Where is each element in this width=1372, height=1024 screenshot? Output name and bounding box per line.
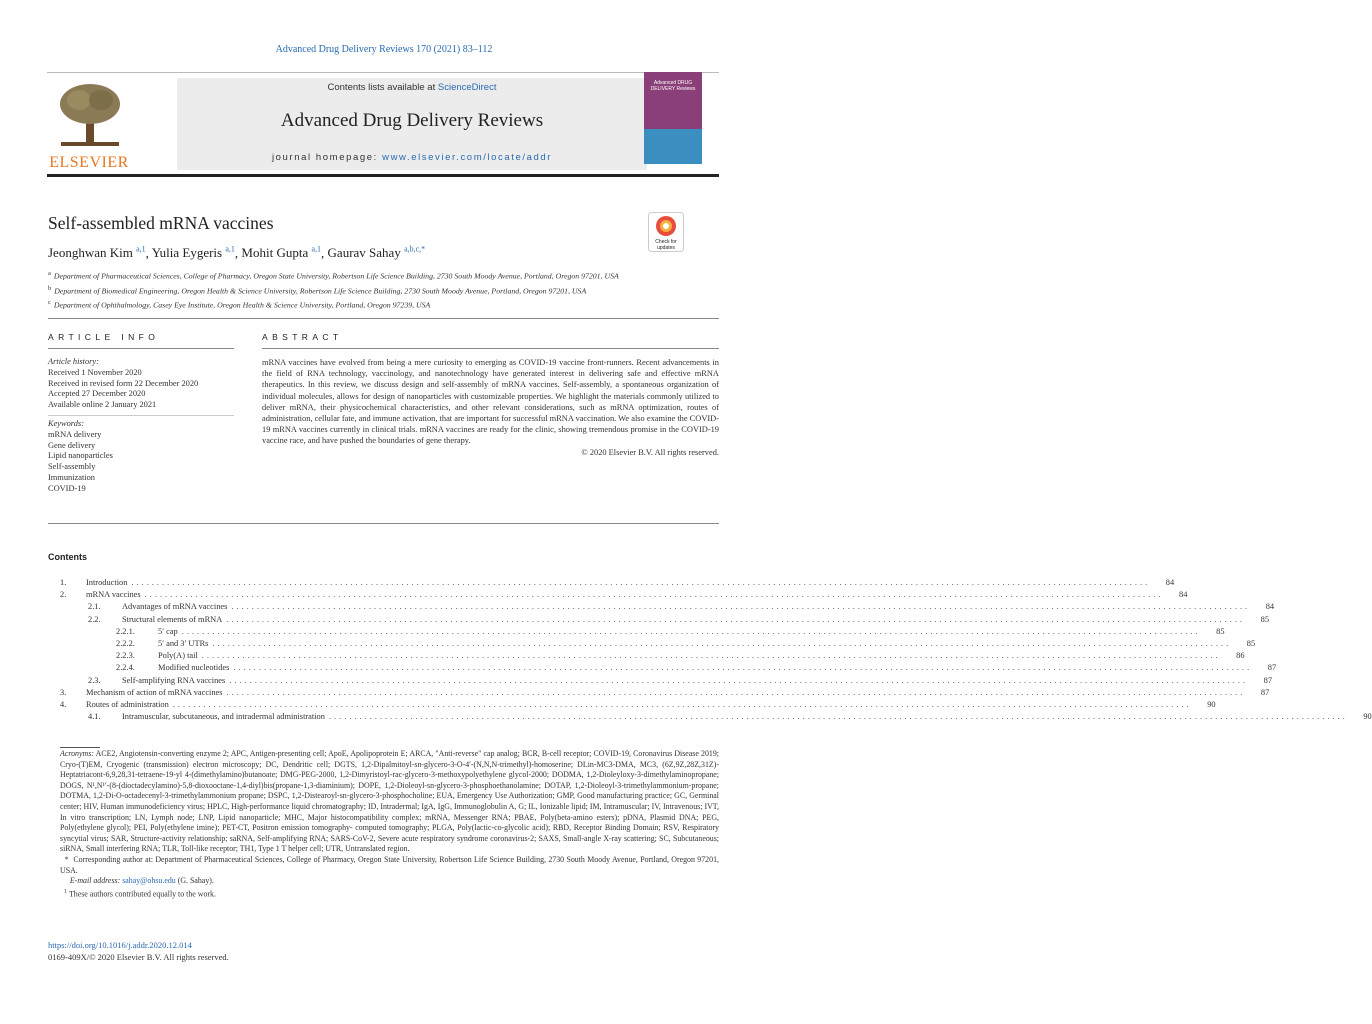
info-rule (48, 348, 234, 349)
toc-number: 2.2.3. (116, 651, 135, 661)
sciencedirect-link[interactable]: ScienceDirect (437, 82, 497, 93)
banner-center (177, 78, 647, 170)
email-link[interactable]: sahay@ohsu.edu (122, 876, 176, 886)
toc-leader-dots: ........................................................................................................................................................................................................ (172, 699, 1192, 709)
toc-entry[interactable] (60, 602, 1275, 614)
toc-label: mRNA vaccines (86, 590, 141, 600)
keyword[interactable]: mRNA delivery (48, 429, 102, 439)
toc-entry[interactable] (60, 638, 1256, 651)
author-affil-sup[interactable]: a,1 (225, 245, 235, 254)
affiliations (48, 268, 728, 312)
equal-text: These authors contributed equally to the work. (68, 889, 216, 899)
banner-top-rule (47, 72, 719, 73)
toc-page-number: 87 (1263, 675, 1273, 685)
homepage-link[interactable]: www.elsevier.com/locate/addr (382, 152, 553, 163)
author[interactable] (241, 245, 321, 260)
email-name: (G. Sahay). (177, 876, 214, 886)
toc-leader-dots: ........................................................................................................................................................................................................ (144, 590, 1164, 600)
doi-link[interactable]: https://doi.org/10.1016/j.addr.2020.12.014 (48, 940, 192, 950)
toc-page-number: 85 (1260, 614, 1269, 624)
toc-number: 2.2. (88, 614, 101, 624)
toc-entry[interactable] (60, 663, 1277, 675)
crossmark-label: Check for updates (655, 239, 677, 251)
contents-heading: Contents (48, 552, 87, 562)
toc-number: 2.1. (88, 602, 101, 612)
toc-entry[interactable] (60, 712, 1372, 724)
toc-label: 5′ and 3′ UTRs (158, 638, 209, 648)
toc-leader-dots: ........................................................................................................................................................................................................ (328, 712, 1348, 722)
toc-page-number: 85 (1216, 626, 1225, 636)
toc-leader-dots: ........................................................................................................................................................................................................ (201, 651, 1221, 661)
toc-label: Mechanism of action of mRNA vaccines (86, 687, 223, 697)
toc-label: Modified nucleotides (158, 663, 230, 673)
author-name: Mohit Gupta (241, 245, 309, 261)
abstract-text: mRNA vaccines have evolved from being a mere curiosity to emerging as COVID-19 vaccine front-runners. Recent advancements in the field of RNA technology, vaccinology, and nanotechnology have generated interest in delivering safe and effective mRNA therapeutics. In this review, we discuss design and self-assembly of mRNA vaccines. Self-assembly, a spontaneous organization of individual molecules, allows for design of nanoparticles with customizable properties. We highlight the materials commonly utilized to deliver mRNA, their physicochemical characteristics, and other relevant considerations, such as mRNA optimization, routes of administration, cellular fate, and immune activation, that are important for successful mRNA vaccination. We also examine the COVID-19 mRNA vaccines currently in clinical trials. mRNA vaccines are ready for the clinic, showing tremendous promise in the COVID-19 vaccine race, and have pushed the boundaries of gene therapy. (262, 358, 719, 446)
toc-number: 4.1. (88, 712, 101, 722)
article-title: Self-assembled mRNA vaccines (48, 213, 274, 233)
acronyms-text: ACE2, Angiotensin-converting enzyme 2; APC, Antigen-presenting cell; ApoE, Apolipoprotein E; ARCA, "Anti-reverse" cap analog; BCR, B-cell receptor; COVID-19, Coronavirus Disease 2019; Cryo-(T)EM, Cryogenic (transmission) electron microscopy; DC, Dendritic cell; DGTS, 1,2-Dipalmitoyl-sn-glycero-3-O-4′-(N,N,N-trimethyl)-homoserine; DLin-MC3-DMA, MC3, (6Z,9Z,28Z,31Z)-Heptatriacont-6,9,28,31-tetraene-19-yl 4-(dimethylamino)butanoate; DMG-PEG-2000, 1,2-Dimyristoyl-rac-glycero-3-methoxypolyethylene glycol-2000; DODMA, 1,2-Dioleyloxy-3-dimethylaminopropane; DOGS, N¹,N¹′-(8-(dioctadecylamino)-5,8-dioxooctane-1,4-diyl)bis(propane-1,3-diaminium); DOPE, 1,2-Dioleoyl-sn-glycero-3-phosphoethanolamine; DOTAP, 1,2-Dioleoyl-3-trimethylammonium-propane; DOTMA, 1,2-Di-O-octadecenyl-3-trimethylammonium propane; DSPC, 1,2-Distearoyl-sn-glycero-3-phosphocholine; EUA, Emergency Use Authorization; GMP, Good manufacturing practice; GC, Germinal center; HIV, Human immunodeficiency virus; HPLC, High-performance liquid chromatography; ID, Intradermal; IgA, IgG, Immunoglobulin A, G; IL, Ionizable lipid; IM, Intramuscular; IV, Intravenous; IVT, In vitro transcription; LN, Lymph node; LNP, Lipid nanoparticle; MHC, Major histocompatibility complex; mRNA, Messenger RNA; PBAE, Poly(beta-amino esters); pDNA, Plasmid DNA; PEG, Poly(ethylene glycol); PEI, Poly(ethylene imine); PET-CT, Positron emission tomography- computed tomography; PLGA, Poly(lactic-co-glycolic acid); RBD, Receptor Binding Domain; RSV, Respiratory syncytial virus; SAR, Structure-activity relationship; saRNA, Self-amplifying RNA; SARS-CoV-2, Severe acute respiratory syndrome coronavirus-2; SAXS, Small-angle X-ray scattering; SC, Subcutaneous; siRNA, Small interfering RNA; TLR, Toll-like receptor; TH1, Type 1 T helper cell; UTR, Untranslated region. (60, 749, 719, 854)
history-entry: Available online 2 January 2021 (48, 400, 157, 410)
toc-leader-dots: ........................................................................................................................................................................................................ (226, 687, 1246, 697)
affiliation-text: Department of Biomedical Engineering, Oregon Health & Science University, Robertson Life Science Building, 2730 South Moody Avenue, Portland, Oregon 97201, USA (54, 286, 587, 296)
history-entry: Received in revised form 22 December 2020 (48, 378, 199, 388)
affiliation-sup: a (48, 270, 51, 277)
journal-title: Advanced Drug Delivery Reviews (280, 110, 544, 131)
keyword-list (48, 430, 228, 495)
affiliation (48, 297, 728, 312)
toc-entry[interactable] (60, 626, 1225, 639)
abstract-body (262, 357, 719, 458)
toc-page-number: 90 (1363, 712, 1372, 722)
author-affil-sup[interactable]: a,1 (136, 245, 146, 254)
history-entry: Received 1 November 2020 (48, 367, 142, 377)
toc-page-number: 87 (1260, 687, 1270, 697)
toc-number: 4. (60, 699, 67, 709)
toc-number: 2.2.4. (116, 663, 135, 673)
keyword[interactable]: Immunization (48, 472, 95, 482)
toc-page-number: 85 (1246, 638, 1256, 648)
corresponding-footnote (60, 855, 719, 876)
toc-label: Routes of administration (86, 699, 169, 709)
keywords-label: Keywords: (48, 418, 84, 428)
crossmark-badge[interactable] (648, 212, 684, 252)
author-name: Gaurav Sahay (327, 245, 401, 261)
email-footnote (60, 876, 719, 887)
toc-entry[interactable] (60, 699, 1216, 712)
affiliation-sup: c (48, 299, 51, 307)
footnotes (60, 749, 719, 900)
toc-label: 5′ cap (158, 626, 178, 636)
toc-label: Intramuscular, subcutaneous, and intradermal administration (122, 712, 325, 722)
affiliation (48, 268, 728, 283)
toc-entry[interactable] (60, 614, 1269, 627)
acronyms-label: Acronyms: (60, 749, 94, 758)
toc-page-number: 90 (1207, 699, 1216, 709)
banner-bottom-rule (47, 174, 719, 177)
toc-entry[interactable] (60, 578, 1175, 590)
history-label: Article history: (48, 357, 99, 366)
equal-footnote (60, 887, 719, 900)
email-label: E-mail address: (69, 876, 121, 886)
toc-leader-dots: ........................................................................................................................................................................................................ (181, 626, 1201, 636)
toc-number: 2.2.2. (116, 638, 135, 648)
author-name: Jeonghwan Kim (48, 245, 133, 261)
author[interactable] (328, 245, 426, 260)
author[interactable] (48, 245, 146, 260)
abstract-heading: ABSTRACT (262, 332, 343, 342)
keyword[interactable]: COVID-19 (48, 483, 86, 493)
table-of-contents (60, 578, 1372, 724)
toc-number: 2.2.1. (116, 626, 135, 636)
affiliation-text: Department of Pharmaceutical Sciences, College of Pharmacy, Oregon State University, Robertson Life Science Building, 2730 South Moody Avenue, Portland, Oregon 97201, USA (53, 271, 619, 281)
toc-leader-dots: ........................................................................................................................................................................................................ (229, 675, 1249, 685)
toc-page-number: 84 (1265, 602, 1275, 612)
toc-entry[interactable] (60, 590, 1188, 602)
toc-leader-dots: ........................................................................................................................................................................................................ (231, 602, 1251, 612)
history-list (48, 368, 228, 411)
toc-page-number: 84 (1165, 578, 1175, 587)
corresponding-text: Corresponding author at: Department of Pharmaceutical Sciences, College of Pharmacy, Oregon State University, Robertson Life Science Building, 2730 South Moody Avenue, Portland, Oregon 97201, USA. (60, 854, 719, 875)
toc-page-number: 87 (1267, 663, 1277, 673)
elsevier-tree-icon (55, 80, 125, 150)
toc-leader-dots: ........................................................................................................................................................................................................ (212, 638, 1232, 648)
author-name: Yulia Eygeris (151, 245, 223, 261)
article-info-heading: ARTICLE INFO (48, 332, 160, 342)
toc-label: Introduction (86, 578, 128, 587)
contents-available (177, 82, 647, 93)
cover-title: Advanced DRUG DELIVERY Reviews (650, 80, 696, 92)
section-rule (48, 318, 719, 319)
affiliation-sup: b (48, 284, 52, 292)
author-list: Jeonghwan Kim $^{a,1}$, Yulia Eygeris $^{a,1}$, Mohit Gupta $^{a,1}$, Gaurav Sahay $^{a,b,c,*}$ (48, 245, 426, 261)
toc-page-number: 86 (1236, 651, 1245, 661)
author-affil-sup[interactable]: a,1 (311, 245, 322, 254)
toc-page-number: 84 (1179, 590, 1188, 600)
history-entry: Accepted 27 December 2020 (48, 389, 146, 399)
publisher-name: ELSEVIER (49, 154, 129, 171)
journal-banner (47, 72, 719, 175)
toc-number: 2.3. (88, 675, 101, 685)
toc-entry[interactable] (60, 675, 1273, 688)
contents-top-rule (48, 523, 719, 524)
abstract-rule (262, 348, 719, 349)
affiliation (48, 283, 728, 298)
toc-leader-dots: ........................................................................................................................................................................................................ (131, 578, 1151, 587)
elsevier-logo[interactable] (47, 78, 131, 170)
acronyms-footnote (60, 749, 719, 855)
author-affil-sup[interactable]: a,b,c,* (404, 245, 426, 254)
issn-copyright: 0169-409X/© 2020 Elsevier B.V. All rights reserved. (48, 952, 229, 962)
toc-label: Self-amplifying RNA vaccines (122, 675, 226, 685)
contents-available-text: Contents lists available at (327, 82, 436, 93)
article-info (48, 357, 228, 495)
toc-label: Advantages of mRNA vaccines (122, 602, 228, 612)
author[interactable] (152, 245, 235, 260)
journal-homepage (177, 152, 647, 163)
keyword[interactable]: Gene delivery (48, 440, 96, 450)
affiliation-text: Department of Ophthalmology, Casey Eye Institute, Oregon Health & Science University, Portland, Oregon 97239, USA (53, 300, 431, 310)
abstract-copyright: © 2020 Elsevier B.V. All rights reserved. (581, 447, 719, 457)
toc-leader-dots: ........................................................................................................................................................................................................ (226, 614, 1245, 624)
homepage-label: journal homepage: (271, 152, 378, 163)
toc-label: Poly(A) tail (158, 651, 198, 661)
journal-cover-image[interactable] (644, 72, 702, 164)
footnote-rule (60, 747, 100, 748)
info-divider (48, 415, 234, 416)
toc-label: Structural elements of mRNA (122, 614, 223, 624)
journal-citation[interactable]: Advanced Drug Delivery Reviews 170 (2021) 83–112 (275, 44, 493, 55)
toc-number: 3. (60, 687, 67, 697)
toc-entry[interactable] (60, 687, 1270, 700)
asterisk-icon: * (60, 854, 74, 864)
toc-number: 2. (60, 590, 67, 600)
keyword[interactable]: Self-assembly (48, 462, 96, 472)
toc-leader-dots: ........................................................................................................................................................................................................ (233, 663, 1253, 673)
footnote-one-marker: 1 (63, 888, 67, 895)
toc-number: 1. (60, 578, 67, 587)
keyword[interactable]: Lipid nanoparticles (48, 451, 113, 461)
toc-entry[interactable] (60, 651, 1245, 663)
